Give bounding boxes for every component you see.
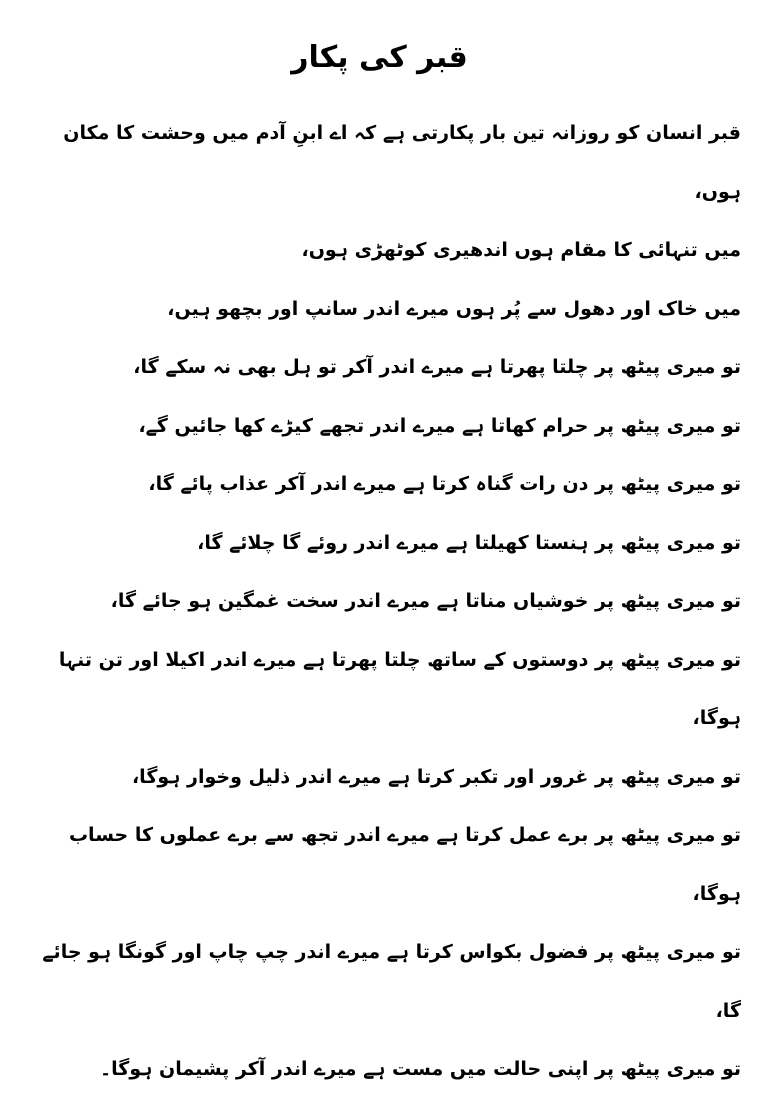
text-line: تو میری پیٹھ پر غرور اور تکبر کرتا ہے میرے اندر ذلیل وخوار ہوگا، — [131, 765, 741, 788]
text-line: تو میری پیٹھ پر فضول بکواس کرتا ہے میرے اندر چپ چاپ اور گونگا ہو جائے گا، — [42, 941, 741, 1022]
text-line: تو میری پیٹھ پر ہنستا کھیلتا ہے میرے اندر روئے گا چلائے گا، — [197, 531, 741, 554]
page-title: قبر کی پکار — [291, 40, 468, 75]
text-line: تو میری پیٹھ پر دوستوں کے ساتھ چلتا پھرتا ہے میرے اندر اکیلا اور تن تنہا ہوگا، — [58, 648, 741, 729]
text-line: تو میری پیٹھ پر چلتا پھرتا ہے میرے اندر آکر تو ہل بھی نہ سکے گا، — [133, 356, 741, 378]
text-line: تو میری پیٹھ پر خوشیاں مناتا ہے میرے اندر سخت غمگین ہو جائے گا، — [110, 590, 741, 612]
text-line: تو میری پیٹھ پر حرام کھاتا ہے میرے اندر تجھے کیڑے کھا جائیں گے، — [138, 414, 741, 437]
text-line: میں خاک اور دھول سے پُر ہوں میرے اندر سانپ اور بچھو ہیں، — [167, 297, 741, 320]
text-line: تو میری پیٹھ پر اپنی حالت میں مست ہے میرے اندر آکر پشیمان ہوگا۔ — [100, 1058, 741, 1080]
poem-body — [21, 104, 741, 1099]
text-line: تو میری پیٹھ پر دن رات گناہ کرتا ہے میرے اندر آکر عذاب پائے گا، — [148, 473, 741, 495]
text-line: قبر انسان کو روزانہ تین بار پکارتی ہے کہ اے ابنِ آدم میں وحشت کا مکان ہوں، — [63, 122, 741, 203]
text-line: تو میری پیٹھ پر برے عمل کرتا ہے میرے اندر تجھ سے برے عملوں کا حساب ہوگا، — [68, 824, 741, 905]
text-line: میں تنہائی کا مقام ہوں اندھیری کوٹھڑی ہوں، — [301, 239, 741, 261]
